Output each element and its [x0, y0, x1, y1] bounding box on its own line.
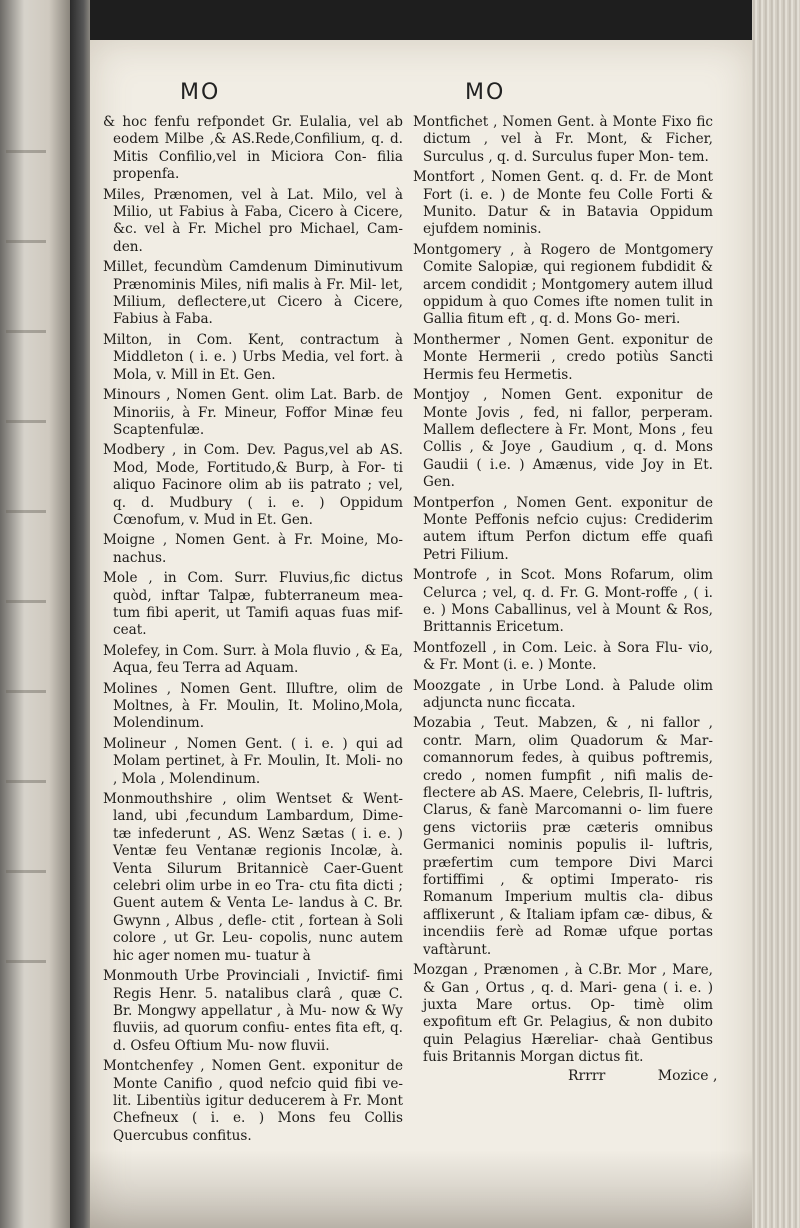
dictionary-entry: Modbery , in Com. Dev. Pagus,vel ab AS. Mod, Mode, Fortitudo,& Burp, à For- ti aliquo Facinore olim ab iis patrato ; vel, q. d. Mudbury ( i. e. ) Oppidum Cœnofum, v. Mud in Et. Gen. [103, 442, 403, 528]
dictionary-entry: Moigne , Nomen Gent. à Fr. Moine, Mo- nachus. [103, 532, 403, 566]
dictionary-entry: Molines , Nomen Gent. Illuftre, olim de Moltnes, à Fr. Moulin, It. Molino,Mola, Molendinum. [103, 680, 403, 732]
dictionary-entry: Minours , Nomen Gent. olim Lat. Barb. de Minoriis, à Fr. Mineur, Foffor Minæ feu Scaptenfulæ. [103, 387, 403, 438]
page-shadow [90, 1150, 752, 1228]
scan-background [90, 0, 752, 40]
dictionary-entry: & hoc fenfu refpondet Gr. Eulalia, vel ab eodem Milbe ,& AS.Rede,Confilium, q. d. Mitis Confilio,vel in Miciora Con- filia propenfa. [103, 114, 403, 183]
dictionary-entry: Monmouthshire , olim Wentset & Went- land, ubi ,fecundum Lambardum, Dime- tæ infederunt , AS. Wenz Sætas ( i. e. ) Ventæ feu Ventanæ regionis Incolæ, à. Venta Silurum Britannicè Caer-Guent celebri olim urbe in eo Tra- ctu fita dicti ; Guent autem & Venta Le- landus à C. Br. Gwynn , Albus , defle- ctit , fortean à Soli colore , ut Gr. Leu- copolis, nunc autem hic ager nomen mu- tuatur à [103, 791, 403, 964]
right-column [413, 114, 713, 1070]
dictionary-entry: Montfozell , in Com. Leic. à Sora Flu- vio, & Fr. Mont (i. e. ) Monte. [413, 639, 713, 674]
signature-mark: Rrrrr [568, 1068, 606, 1084]
page-block-edge [752, 0, 800, 1228]
dictionary-entry: Mozabia , Teut. Mabzen, & , ni fallor , contr. Marn, olim Quadorum & Mar- comannorum fedes, à quibus poftremis, credo , nomen fumpfit , nifi malis de- flectere ab AS. Maere, Celebris, Il- luftris, Clarus, & fanè Marcomanni o- lim fuere gens victoriis præ cæteris omnibus Germanici nominis populis il- luftris, præfertim cum tempore Divi Marci fortiffimi , & optimi Imperato- ris Romanum Imperium multis cla- dibus afflixerunt , & Italiam ipfam cæ- dibus, & incendiis ferè ad Romæ ufque portas vaftàrunt. [413, 715, 713, 958]
dictionary-entry: Millet, fecundùm Camdenum Diminutivum Prænominis Miles, nifi malis à Fr. Mil- let, Milium, deflectere,ut Cicero à Cicere, Fabius à Faba. [103, 259, 403, 328]
dictionary-entry: Montrofe , in Scot. Mons Rofarum, olim Celurca ; vel, q. d. Fr. G. Mont-roffe , ( i. e. ) Mons Caballinus, vel à Mount & Ros, Brittannis Ericetum. [413, 567, 713, 636]
dictionary-entry: Monmouth Urbe Provinciali , Invictif- fimi Regis Henr. 5. natalibus clarâ , quæ C. Br. Mongwy appellatur , à Mu- now & Wy fluviis, ad quorum confiu- entes fita eft, q. d. Osfeu Oftium Mu- now fluvii. [103, 968, 403, 1054]
catchword: Mozice , [657, 1068, 718, 1084]
book-binding [70, 0, 92, 1228]
running-header-left: MO [180, 80, 221, 105]
dictionary-entry: Montfort , Nomen Gent. q. d. Fr. de Mont Fort (i. e. ) de Monte feu Colle Forti & Munito. Datur & in Batavia Oppidum ejufdem nominis. [413, 169, 713, 238]
dictionary-entry: Molineur , Nomen Gent. ( i. e. ) qui ad Molam pertinet, à Fr. Moulin, It. Moli- no , Mola , Molendinum. [103, 735, 403, 787]
page-footer [568, 1068, 765, 1084]
dictionary-entry: Montchenfey , Nomen Gent. exponitur de Monte Canifio , quod nefcio quid fibi ve- lit. Libentiùs igitur deducerem à Fr. Mont Chefneux ( i. e. ) Mons feu Collis Quercubus confitus. [103, 1058, 403, 1144]
dictionary-entry: Moozgate , in Urbe Lond. à Palude olim adjuncta nunc ficcata. [413, 677, 713, 711]
dictionary-entry: Montgomery , à Rogero de Montgomery Comite Salopiæ, qui regionem fubdidit & arcem condidit ; Montgomery autem illud oppidum à quo Comes ifte nomen tulit in Gallia fitum eft , q. d. Mons Go- meri. [413, 241, 713, 328]
running-header-right: MO [465, 80, 506, 105]
dictionary-entry: Monthermer , Nomen Gent. exponitur de Monte Hermerii , credo potiùs Sancti Hermis feu Hermetis. [413, 331, 713, 383]
dictionary-entry: Montjoy , Nomen Gent. exponitur de Monte Jovis , fed, ni fallor, perperam. Mallem deflectere à Fr. Mont, Mons , feu Collis , & Joye , Gaudium , q. d. Mons Gaudii ( i.e. ) Amænus, vide Joy in Et. Gen. [413, 387, 713, 491]
dictionary-entry: Molefey, in Com. Surr. à Mola fluvio , & Ea, Aqua, feu Terra ad Aquam. [103, 642, 403, 677]
dictionary-entry: Montfichet , Nomen Gent. à Monte Fixo fic dictum , vel à Fr. Mont, & Ficher, Surculus , q. d. Surculus fuper Mon- tem. [413, 114, 713, 165]
dictionary-entry: Milton, in Com. Kent, contractum à Middleton ( i. e. ) Urbs Media, vel fort. à Mola, v. Mill in Et. Gen. [103, 331, 403, 383]
dictionary-entry: Mole , in Com. Surr. Fluvius,fic dictus quòd, inftar Talpæ, fubterraneum mea- tum fibi aperit, ut Tamifi aquas fuas mif- ceat. [103, 570, 403, 639]
dictionary-entry: Miles, Prænomen, vel à Lat. Milo, vel à Milio, ut Fabius à Faba, Cicero à Cicere, &c. vel à Fr. Michel pro Michael, Cam- den. [103, 186, 403, 255]
dictionary-entry: Mozgan , Prænomen , à C.Br. Mor , Mare, & Gan , Ortus , q. d. Mari- gena ( i. e. ) juxta Mare ortus. Op- timè olim expofitum eft Gr. Pelagius, & non dubito quin Pelagius Hæreliar- chaà Gentibus fuis Britannis Morgan dictus fit. [413, 962, 713, 1066]
dictionary-entry: Montperfon , Nomen Gent. exponitur de Monte Peffonis nefcio cujus: Crediderim autem iftum Perfon dictum effe quafi Petri Filium. [413, 494, 713, 563]
left-column [103, 114, 403, 1148]
previous-page-edge [0, 0, 70, 1228]
